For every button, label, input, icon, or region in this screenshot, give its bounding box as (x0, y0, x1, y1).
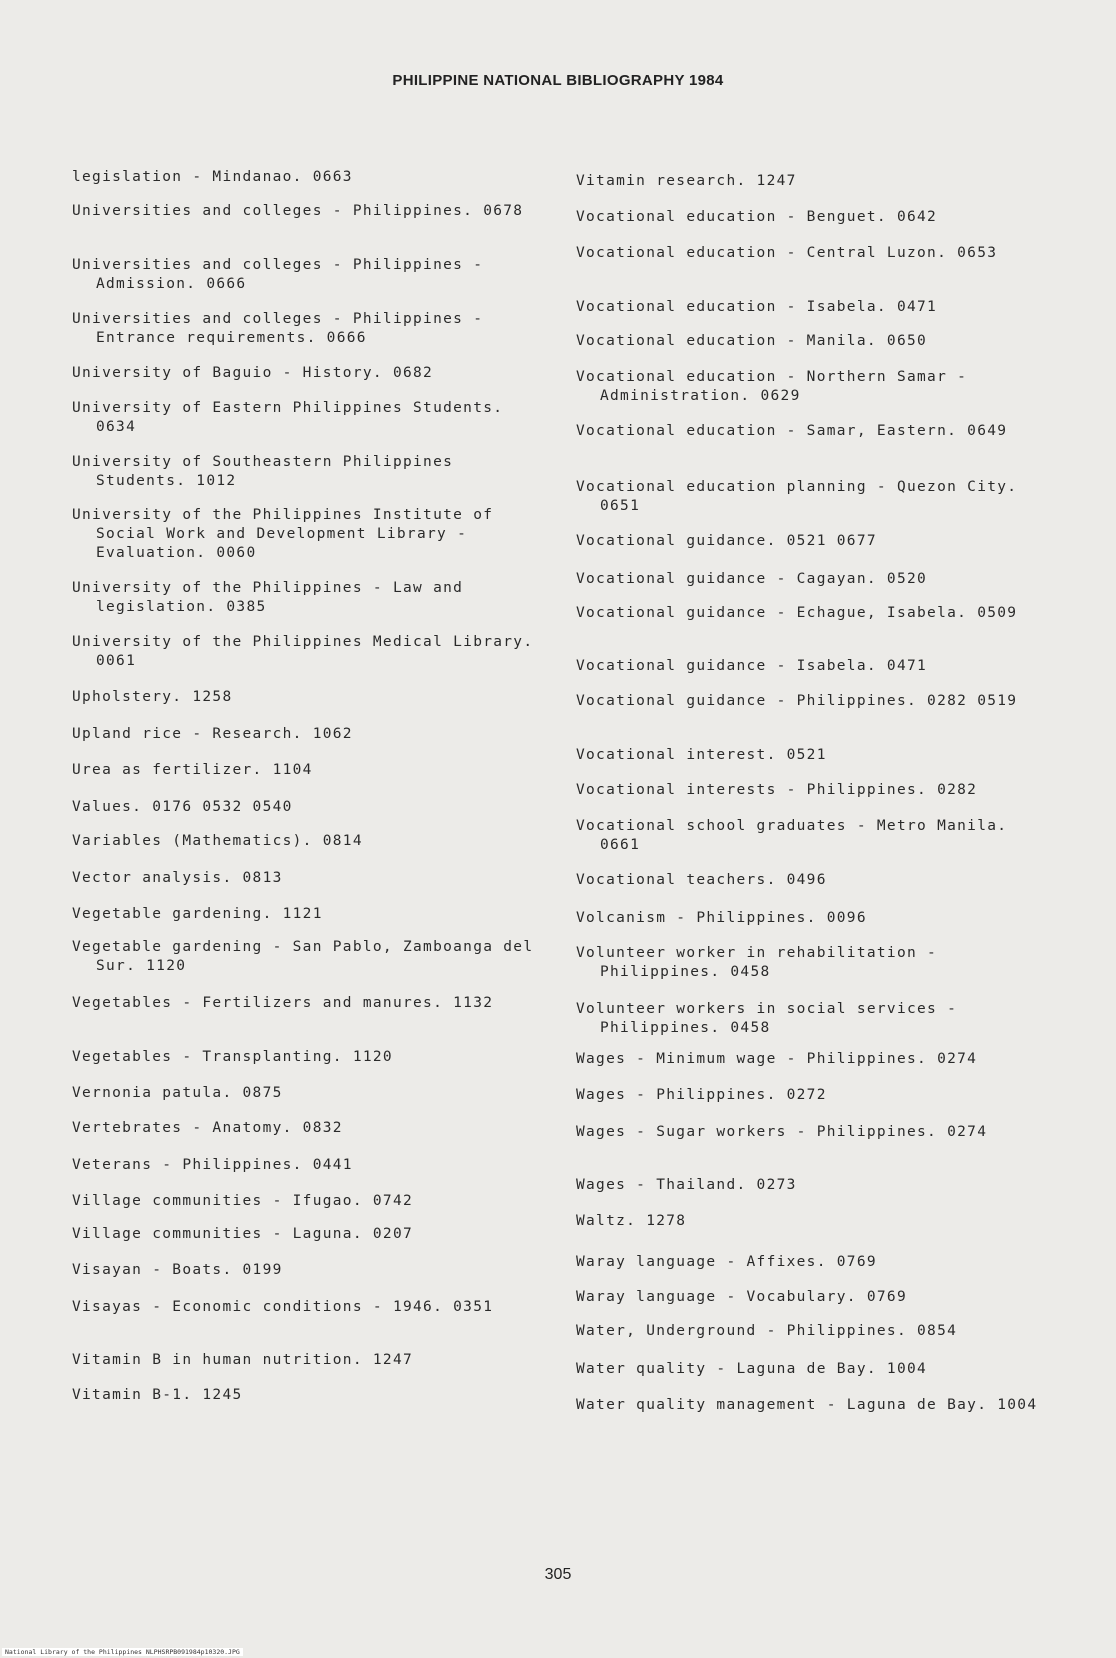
index-entry: Universities and colleges - Philippines. 0678 (72, 203, 524, 219)
index-entry: Vocational teachers. 0496 (576, 872, 827, 888)
index-entry: Vocational education - Benguet. 0642 (576, 209, 938, 225)
index-entry: Vegetable gardening - San Pablo, Zamboanga del Sur. 1120 (72, 939, 534, 974)
index-entry: Vocational education planning - Quezon City. 0651 (576, 479, 1018, 514)
index-entry: Vocational guidance - Philippines. 0282 0519 (576, 693, 1018, 709)
index-entry: Vocational interest. 0521 (576, 747, 827, 763)
index-entry: Values. 0176 0532 0540 (72, 799, 293, 815)
index-entry: Vitamin B-1. 1245 (72, 1387, 243, 1403)
index-entry: Vocational school graduates - Metro Manila. 0661 (576, 818, 1008, 853)
index-entry: University of the Philippines Medical Library. 0061 (72, 634, 534, 669)
index-entry: Veterans - Philippines. 0441 (72, 1157, 353, 1173)
index-entry: Wages - Minimum wage - Philippines. 0274 (576, 1051, 978, 1067)
index-entry: University of the Philippines Institute of Social Work and Development Library - Evaluation. 0060 (72, 507, 494, 561)
index-entry: Water quality - Laguna de Bay. 1004 (576, 1361, 928, 1377)
index-entry: Vector analysis. 0813 (72, 870, 283, 886)
index-entry: Vocational guidance - Isabela. 0471 (576, 658, 928, 674)
index-entry: University of Southeastern Philippines Students. 1012 (72, 454, 454, 489)
index-entry: Vocational education - Isabela. 0471 (576, 299, 938, 315)
index-entry: Universities and colleges - Philippines - Entrance requirements. 0666 (72, 311, 484, 346)
index-entry: Vocational guidance. 0521 0677 (576, 533, 877, 549)
index-entry: Volcanism - Philippines. 0096 (576, 910, 867, 926)
index-entry: Vertebrates - Anatomy. 0832 (72, 1120, 343, 1136)
index-entry: Vitamin B in human nutrition. 1247 (72, 1352, 414, 1368)
index-entry: Wages - Philippines. 0272 (576, 1087, 827, 1103)
index-entry: Wages - Sugar workers - Philippines. 0274 (576, 1124, 988, 1140)
index-entry: Volunteer worker in rehabilitation - Philippines. 0458 (576, 945, 938, 980)
index-entry: Upland rice - Research. 1062 (72, 726, 353, 742)
index-entry: Waltz. 1278 (576, 1213, 687, 1229)
index-entry: Vitamin research. 1247 (576, 173, 797, 189)
index-entry: University of the Philippines - Law and legislation. 0385 (72, 580, 464, 615)
index-entry: Vegetables - Transplanting. 1120 (72, 1049, 393, 1065)
index-entry: Vocational education - Manila. 0650 (576, 333, 928, 349)
index-entry: Water, Underground - Philippines. 0854 (576, 1323, 958, 1339)
index-entry: Vocational education - Northern Samar - Administration. 0629 (576, 369, 968, 404)
index-entry: Village communities - Laguna. 0207 (72, 1226, 414, 1242)
index-entry: Vocational education - Central Luzon. 0653 (576, 245, 998, 261)
index-entry: legislation - Mindanao. 0663 (72, 169, 353, 185)
index-entry: Wages - Thailand. 0273 (576, 1177, 797, 1193)
index-entry: Upholstery. 1258 (72, 689, 233, 705)
page-header: PHILIPPINE NATIONAL BIBLIOGRAPHY 1984 (392, 72, 724, 89)
page-number: 305 (544, 1566, 572, 1583)
index-entry: Village communities - Ifugao. 0742 (72, 1193, 414, 1209)
index-entry: Vocational interests - Philippines. 0282 (576, 782, 978, 798)
scan-footer: National Library of the Philippines NLPHSRPB091984p10320.JPG (2, 1648, 243, 1656)
index-entry: Urea as fertilizer. 1104 (72, 762, 313, 778)
index-entry: Vernonia patula. 0875 (72, 1085, 283, 1101)
index-entry: University of Baguio - History. 0682 (72, 365, 434, 381)
index-entry: University of Eastern Philippines Students. 0634 (72, 400, 504, 435)
index-entry: Waray language - Vocabulary. 0769 (576, 1289, 907, 1305)
index-entry: Visayas - Economic conditions - 1946. 0351 (72, 1299, 494, 1315)
index-entry: Vocational guidance - Cagayan. 0520 (576, 571, 928, 587)
index-entry: Vegetables - Fertilizers and manures. 1132 (72, 995, 494, 1011)
index-entry: Vocational guidance - Echague, Isabela. 0509 (576, 605, 1018, 621)
index-entry: Variables (Mathematics). 0814 (72, 833, 363, 849)
index-entry: Water quality management - Laguna de Bay. 1004 (576, 1397, 1038, 1413)
index-entry: Volunteer workers in social services - Philippines. 0458 (576, 1001, 958, 1036)
index-entry: Visayan - Boats. 0199 (72, 1262, 283, 1278)
index-entry: Vegetable gardening. 1121 (72, 906, 323, 922)
index-entry: Universities and colleges - Philippines - Admission. 0666 (72, 257, 484, 292)
index-entry: Waray language - Affixes. 0769 (576, 1254, 877, 1270)
index-entry: Vocational education - Samar, Eastern. 0649 (576, 423, 1008, 439)
